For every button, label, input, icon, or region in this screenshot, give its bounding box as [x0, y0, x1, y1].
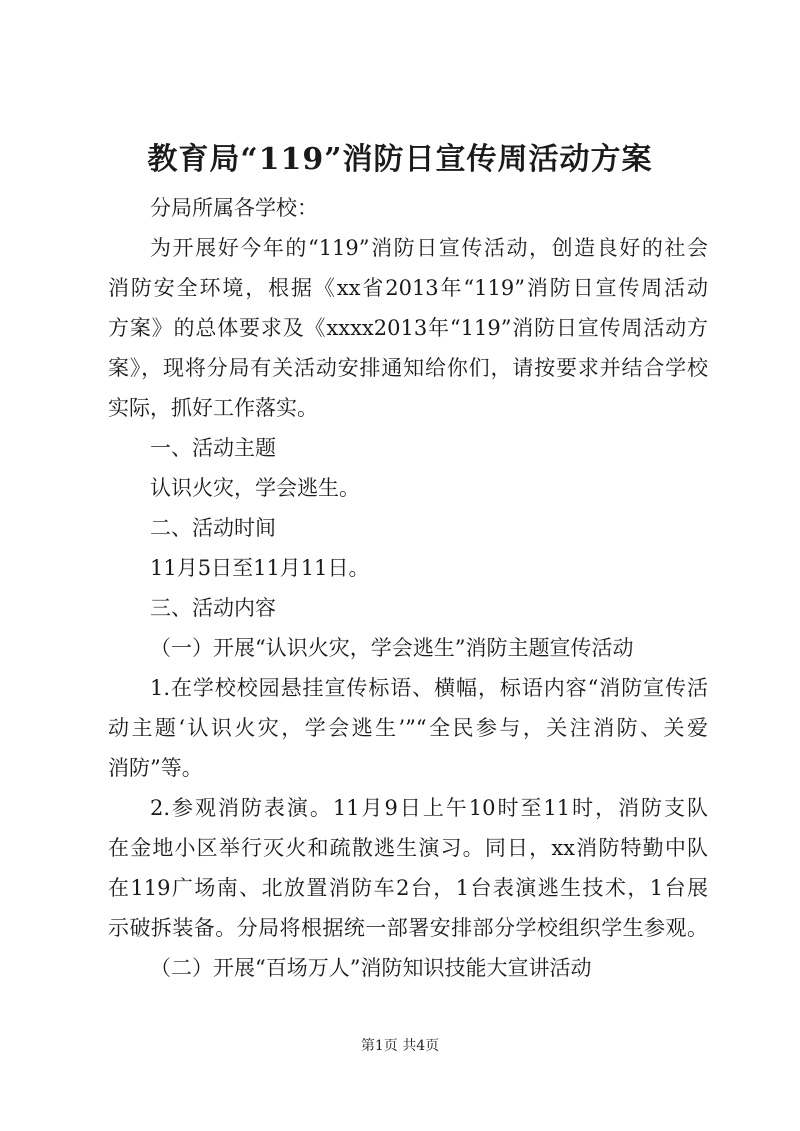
paragraph-line: 1.在学校校园悬挂宣传标语、横幅，标语内容“消防宣传活: [150, 676, 708, 700]
subsection-heading: （一）开展“认识火灾，学会逃生”消防主题宣传活动: [150, 636, 634, 660]
paragraph-line: 动主题‘认识火灾，学会逃生’”“全民参与，关注消防、关爱: [108, 716, 708, 740]
paragraph-line: 方案》的总体要求及《xxxx2013年“119”消防日宣传周活动方: [108, 316, 708, 340]
section-heading: 一、活动主题: [150, 436, 276, 460]
page-footer: 第1页 共4页: [360, 1038, 440, 1054]
paragraph-line: 2.参观消防表演。11月9日上午10时至11时，消防支队: [150, 796, 708, 820]
paragraph-line: 消防”等。: [108, 756, 203, 780]
paragraph-line: 消防安全环境，根据《xx省2013年“119”消防日宣传周活动: [108, 276, 708, 300]
document-body: [108, 188, 708, 988]
paragraph-line: 为开展好今年的“119”消防日宣传活动，创造良好的社会: [150, 236, 708, 260]
salutation: 分局所属各学校：: [150, 196, 318, 220]
paragraph-line: 11月5日至11月11日。: [150, 556, 370, 580]
section-heading: 二、活动时间: [150, 516, 276, 540]
paragraph-line: 在金地小区举行灭火和疏散逃生演习。同日，xx消防特勤中队: [108, 836, 708, 860]
document-title: 教育局“119”消防日宣传周活动方案: [147, 142, 653, 177]
paragraph-line: 认识火灾，学会逃生。: [150, 476, 360, 500]
section-heading: 三、活动内容: [150, 596, 276, 620]
paragraph-line: 在119广场南、北放置消防车2台，1台表演逃生技术，1台展: [108, 876, 708, 900]
subsection-heading: （二）开展“百场万人”消防知识技能大宣讲活动: [150, 956, 592, 980]
paragraph-line: 实际，抓好工作落实。: [108, 396, 318, 420]
paragraph-line: 示破拆装备。分局将根据统一部署安排部分学校组织学生参观。: [108, 916, 708, 940]
paragraph-line: 案》，现将分局有关活动安排通知给你们，请按要求并结合学校: [108, 356, 708, 380]
